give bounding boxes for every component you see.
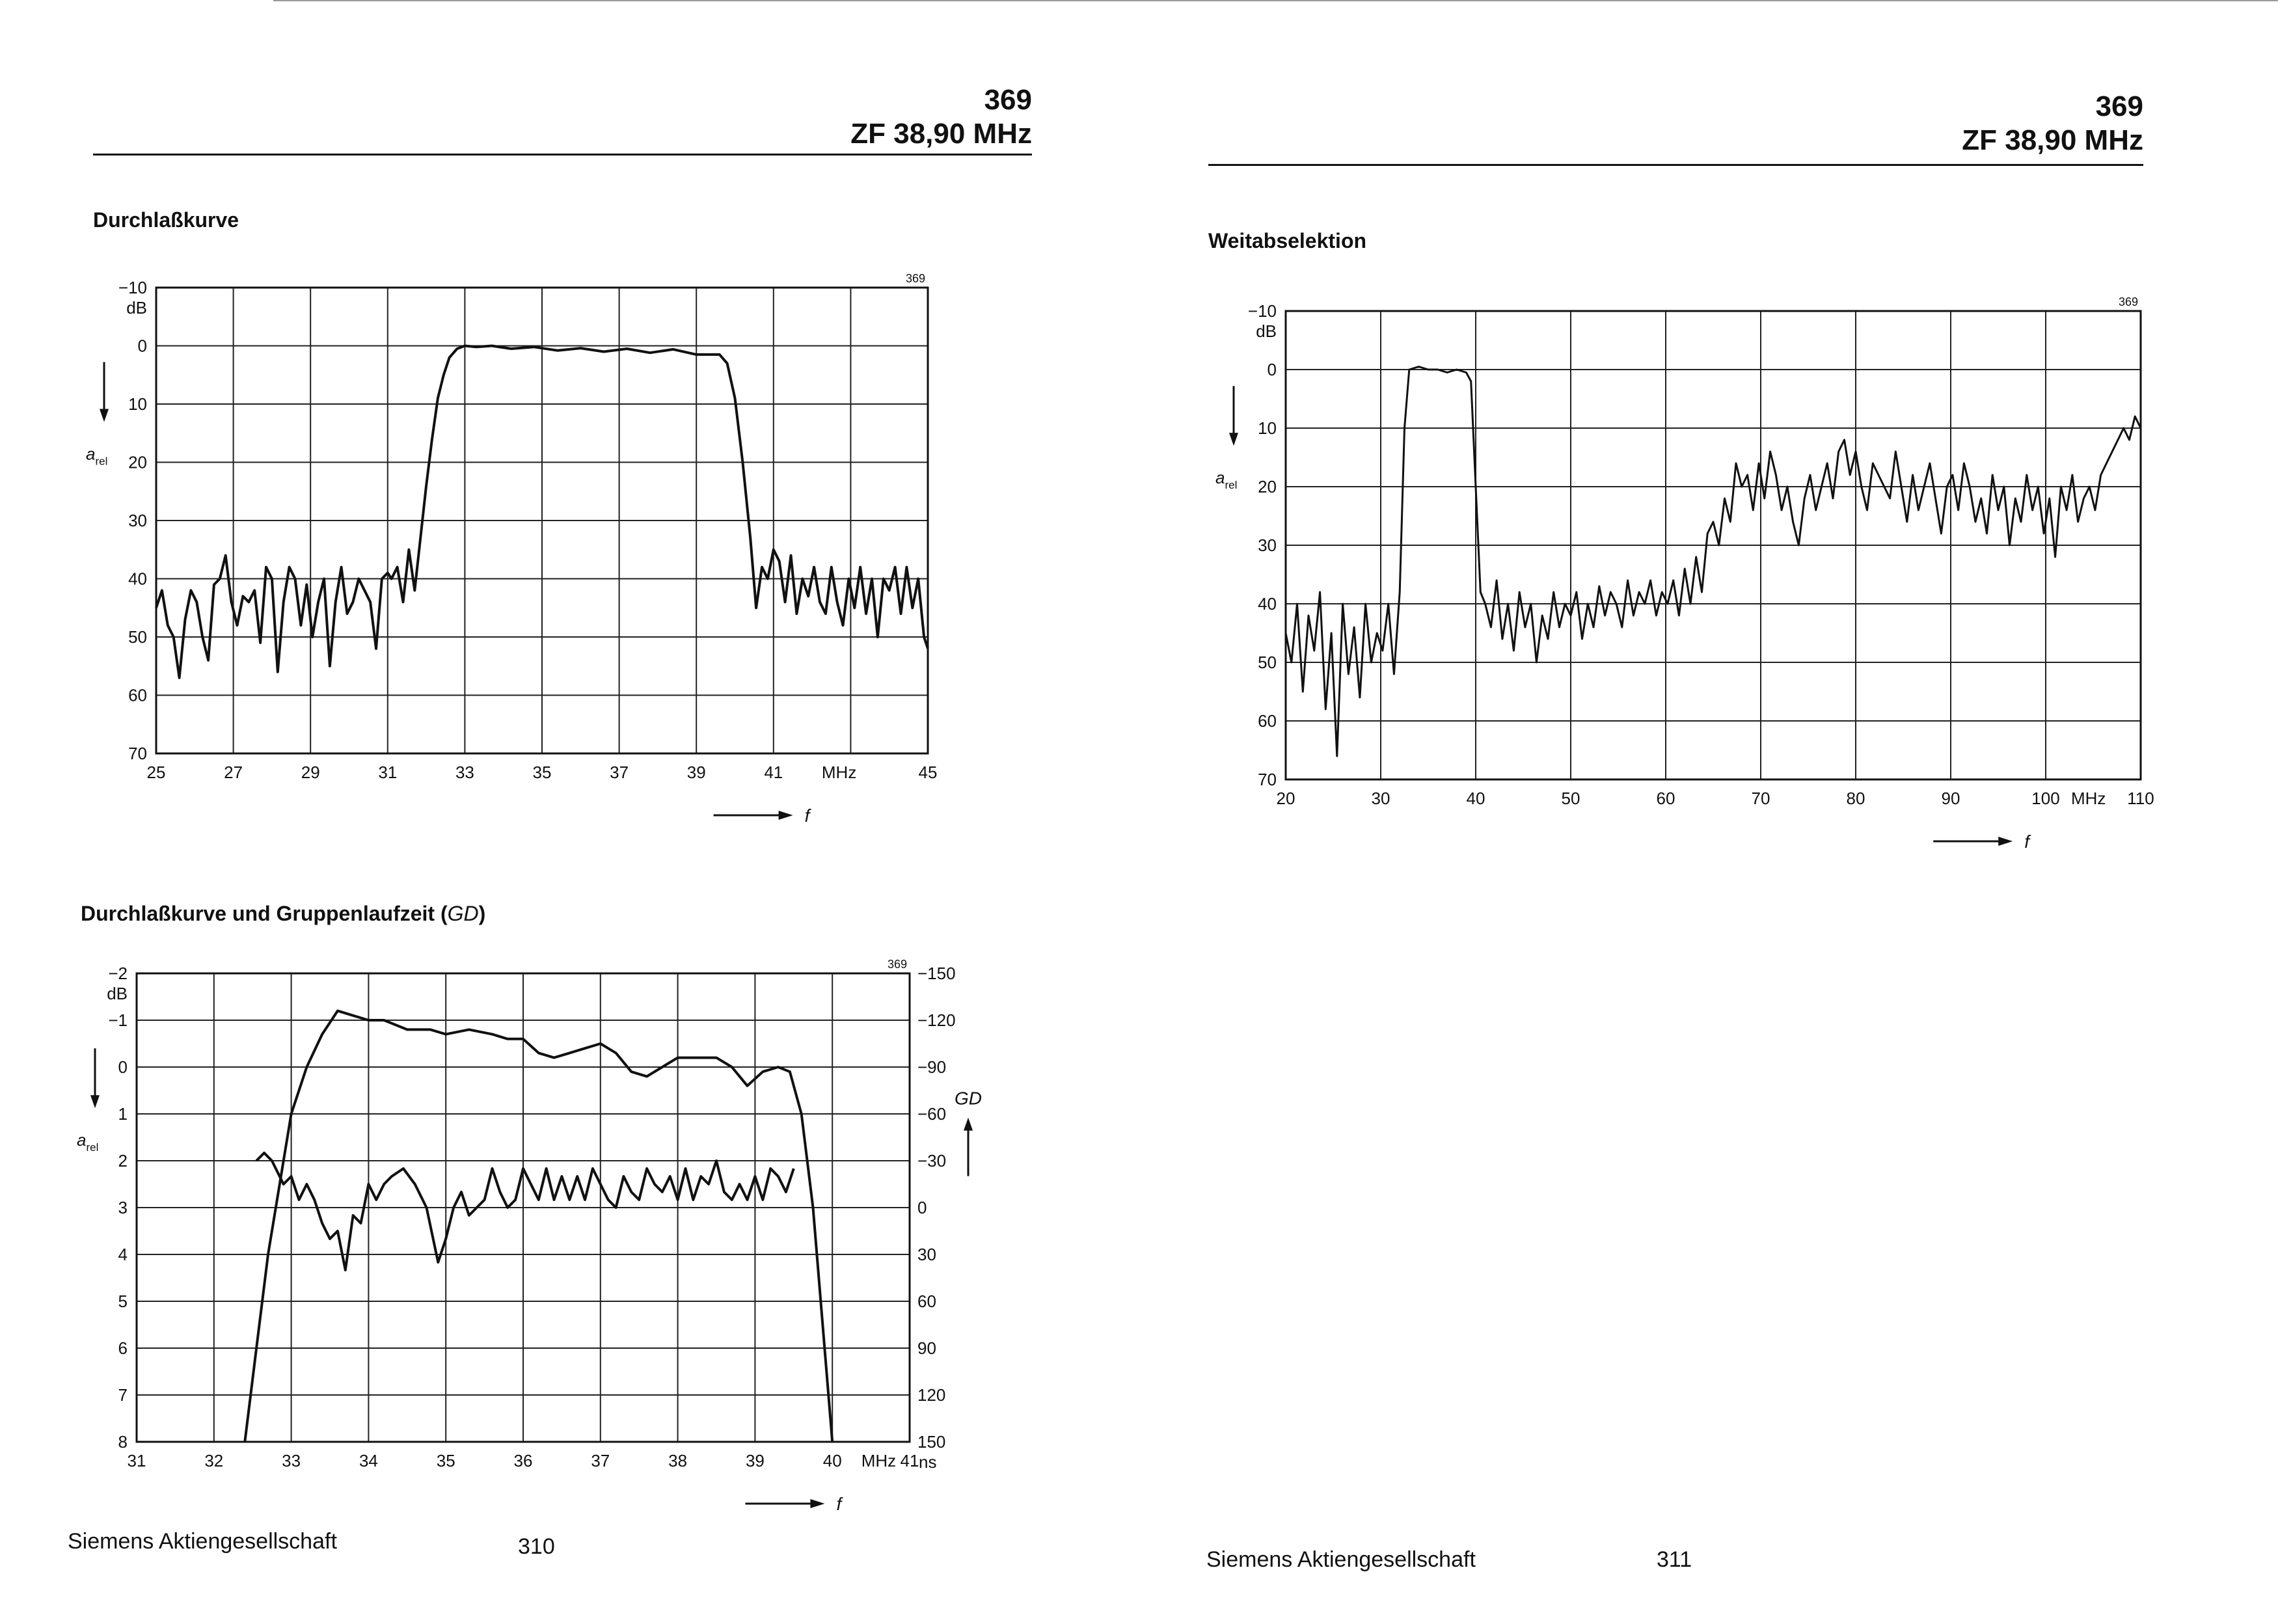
x-tick-label: 36 — [513, 1451, 533, 1470]
x-tick-label: 70 — [1751, 789, 1770, 808]
weitabselektion-chart — [1139, 0, 2278, 1624]
y2-tick-label: 0 — [917, 1198, 927, 1217]
y-axis-label: $a_{rel}$ — [86, 444, 108, 468]
y-tick-label: 50 — [1258, 653, 1277, 672]
y-tick-label: −2 — [108, 964, 128, 983]
y-unit-label: dB — [1256, 321, 1277, 341]
x-axis-label: f — [804, 805, 810, 826]
header-page-number: 369 — [2095, 90, 2143, 122]
x-tick-label: 35 — [436, 1451, 455, 1470]
y-tick-label: 4 — [118, 1245, 128, 1264]
y2-tick-label: −60 — [917, 1104, 947, 1124]
y-tick-label: 70 — [128, 744, 147, 763]
y-arrow-head — [90, 1095, 100, 1108]
x-tick-label: 27 — [224, 763, 243, 782]
x-axis-label: f — [2024, 832, 2030, 852]
y-arrow-head — [1229, 433, 1238, 446]
chart1-title: Durchlaßkurve — [93, 208, 239, 232]
x-tick-label: 40 — [822, 1451, 842, 1470]
corner-label: 369 — [905, 272, 925, 285]
y2-tick-label: −90 — [917, 1057, 947, 1077]
y-tick-label: 20 — [128, 452, 147, 472]
series-line-2 — [256, 1153, 794, 1270]
x-unit-label: MHz — [861, 1451, 897, 1470]
y2-tick-label: 90 — [917, 1338, 936, 1358]
corner-label: 369 — [887, 958, 907, 971]
x-axis-label: f — [836, 1494, 842, 1514]
y-tick-label: 0 — [118, 1057, 128, 1077]
footer-page-number: 310 — [518, 1534, 555, 1559]
x-tick-label: 100 — [2031, 789, 2060, 808]
y-tick-label: −1 — [108, 1010, 128, 1030]
y-tick-label: −10 — [1247, 301, 1277, 321]
x-tick-label: 30 — [1371, 789, 1390, 808]
y-tick-label: 0 — [137, 336, 147, 356]
x-tick-label: 29 — [301, 763, 320, 782]
y2-axis-label: GD — [955, 1088, 982, 1109]
y-tick-label: 10 — [128, 394, 147, 414]
x-tick-label: 33 — [455, 763, 474, 782]
x-tick-label: 39 — [686, 763, 706, 782]
y2-tick-label: 30 — [917, 1245, 936, 1264]
chart2-title-prefix: Durchlaßkurve und Gruppenlaufzeit ( — [81, 902, 448, 925]
header-page-number: 369 — [984, 84, 1032, 116]
header-frequency: ZF 38,90 MHz — [850, 118, 1032, 150]
y-tick-label: 60 — [128, 685, 147, 705]
y-tick-label: −10 — [118, 278, 147, 297]
x-tick-label: 110 — [2127, 789, 2154, 808]
chart-group — [1215, 295, 2154, 852]
x-tick-label: 39 — [745, 1451, 765, 1470]
x-tick-label: 41 — [900, 1451, 919, 1470]
y2-tick-label: −30 — [917, 1151, 947, 1171]
footer-company: Siemens Aktiengesellschaft — [68, 1529, 337, 1554]
y2-unit-label: ns — [919, 1452, 937, 1472]
x-tick-label: 20 — [1276, 789, 1295, 808]
series-line-1 — [245, 1011, 832, 1442]
y-tick-label: 3 — [118, 1198, 128, 1217]
y2-tick-label: 60 — [917, 1292, 936, 1311]
chart2-title-suffix: ) — [478, 902, 486, 925]
y-tick-label: 5 — [118, 1292, 128, 1311]
x-arrow-head — [1998, 837, 2013, 846]
y-axis-label: $a_{rel}$ — [1215, 468, 1238, 492]
y2-tick-label: −120 — [917, 1010, 956, 1030]
y-tick-label: 40 — [128, 569, 147, 589]
chart3-title: Weitabselektion — [1208, 229, 1367, 252]
y-tick-label: 0 — [1267, 360, 1277, 379]
corner-label: 369 — [2118, 295, 2138, 308]
x-unit-label: MHz — [2070, 789, 2106, 808]
x-tick-label: 34 — [359, 1451, 378, 1470]
x-unit-label: MHz — [821, 763, 857, 782]
x-tick-label: 60 — [1656, 789, 1675, 808]
x-tick-label: 31 — [378, 763, 398, 782]
x-tick-label: 33 — [282, 1451, 301, 1470]
y-tick-label: 1 — [118, 1104, 128, 1124]
y-tick-label: 2 — [118, 1151, 128, 1171]
y-tick-label: 30 — [128, 511, 147, 530]
chart2-title-gd: GD — [447, 902, 479, 925]
y-tick-label: 30 — [1258, 535, 1277, 555]
y-unit-label: dB — [126, 298, 147, 318]
x-tick-label: 37 — [610, 763, 629, 782]
series-line-1 — [1286, 367, 2141, 757]
footer-company: Siemens Aktiengesellschaft — [1206, 1547, 1476, 1572]
y-axis-label: $a_{rel}$ — [77, 1130, 99, 1154]
y-tick-label: 70 — [1258, 770, 1277, 789]
x-tick-label: 80 — [1846, 789, 1865, 808]
x-tick-label: 35 — [532, 763, 552, 782]
x-tick-label: 90 — [1941, 789, 1960, 808]
x-tick-label: 32 — [204, 1451, 224, 1470]
y-tick-label: 20 — [1258, 477, 1277, 496]
x-tick-label: 41 — [764, 763, 783, 782]
y-tick-label: 6 — [118, 1338, 128, 1358]
x-tick-label: 38 — [668, 1451, 688, 1470]
y2-tick-label: 120 — [917, 1385, 946, 1405]
y-tick-label: 10 — [1258, 418, 1277, 438]
chart-group — [77, 958, 982, 1514]
x-tick-label: 37 — [591, 1451, 610, 1470]
x-tick-label: 45 — [918, 763, 938, 782]
right-page — [1139, 0, 2278, 1624]
x-arrow-head — [810, 1499, 824, 1508]
x-tick-label: 50 — [1561, 789, 1580, 808]
y2-tick-label: −150 — [917, 964, 956, 983]
y2-tick-label: 150 — [917, 1432, 946, 1452]
header-frequency: ZF 38,90 MHz — [1962, 124, 2143, 156]
y-tick-label: 40 — [1258, 594, 1277, 614]
y-tick-label: 60 — [1258, 711, 1277, 731]
y-tick-label: 7 — [118, 1385, 128, 1405]
x-tick-label: 31 — [127, 1451, 146, 1470]
footer-page-number: 311 — [1657, 1547, 1692, 1572]
x-tick-label: 40 — [1466, 789, 1485, 808]
y2-arrow-head — [964, 1118, 973, 1131]
y-unit-label: dB — [107, 984, 128, 1003]
y-tick-label: 8 — [118, 1432, 128, 1452]
y-tick-label: 50 — [128, 627, 147, 647]
x-tick-label: 25 — [146, 763, 166, 782]
